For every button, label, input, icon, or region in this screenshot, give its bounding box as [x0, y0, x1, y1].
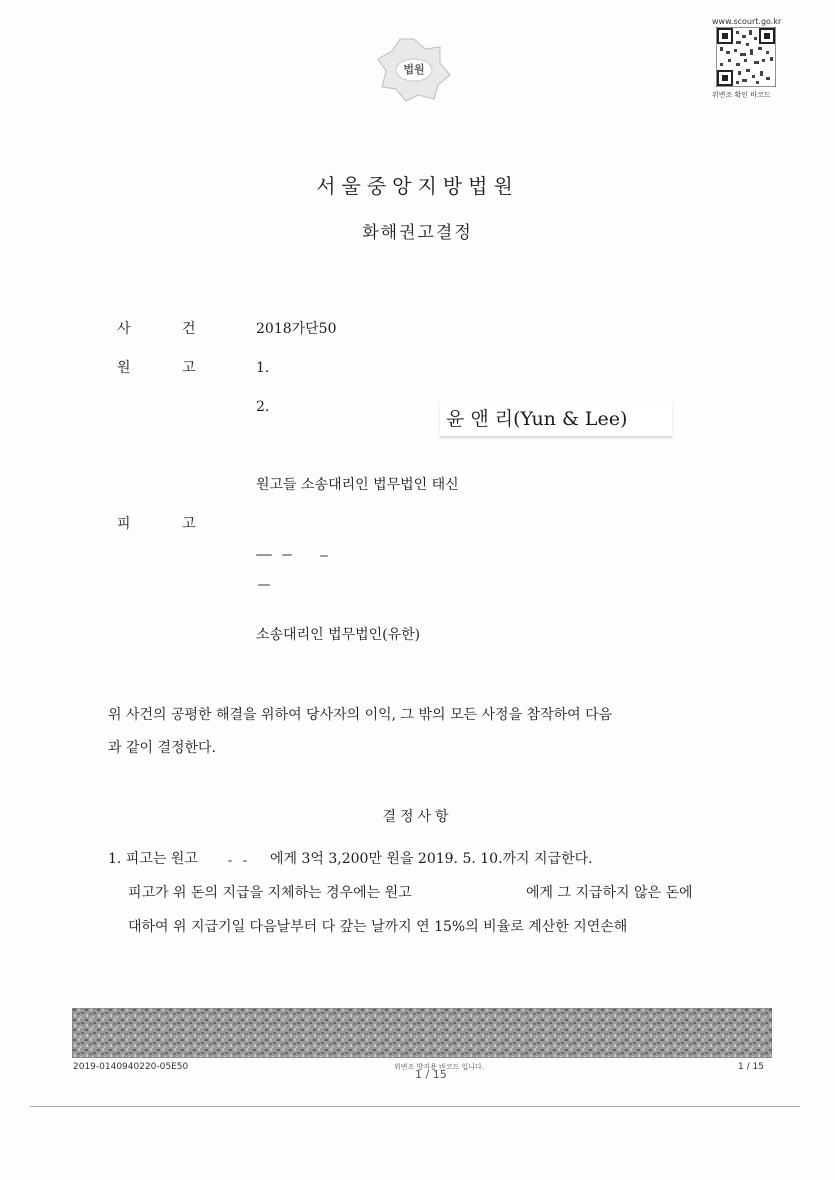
decision-line-2a: 피고가 위 돈의 지급을 지체하는 경우에는 원고: [128, 885, 412, 901]
case-number: 2018가단50: [256, 321, 337, 337]
intro-line-2: 과 같이 결정한다.: [108, 740, 217, 756]
bottom-rule: [30, 1106, 800, 1107]
plaintiff-item-1: 1.: [256, 360, 270, 376]
redaction-mark: [243, 860, 247, 862]
court-name: 서울중앙지방법원: [316, 174, 519, 198]
decision-line-1a: 1. 피고는 원고: [108, 851, 198, 867]
redaction-mark: [320, 555, 328, 557]
redaction-mark: [258, 584, 270, 586]
section-title: 결정사항: [382, 809, 453, 825]
page-number-center: 1 / 15: [415, 1068, 447, 1081]
defendant-counsel: 소송대리인 법무법인(유한): [256, 627, 421, 643]
law-firm-label: 윤 앤 리(Yun & Lee): [440, 401, 672, 437]
intro-line-1: 위 사건의 공평한 해결을 위하여 당사자의 이익, 그 밖의 모든 사정을 참작하여 다음: [108, 707, 613, 723]
case-label-2: 건: [182, 321, 196, 337]
qr-caption: 위변조 확인 바코드: [712, 91, 771, 99]
case-label-1: 사: [117, 321, 131, 337]
defendant-label-1: 피: [117, 516, 131, 532]
decision-line-3: 대하여 위 지급기일 다음날부터 다 갚는 날까지 연 15%의 비율로 계산한 지연손해: [128, 919, 628, 935]
redaction-mark: [256, 554, 272, 556]
redaction-mark: [228, 860, 232, 862]
anti-forgery-barcode: [72, 1008, 772, 1058]
plaintiff-label-2: 고: [182, 360, 196, 376]
document-title: 화해권고결정: [362, 223, 473, 243]
document-code: 2019-0140940220-05E50: [73, 1062, 189, 1072]
plaintiff-item-2: 2.: [256, 399, 270, 415]
page-number: 1 / 15: [738, 1062, 764, 1072]
court-seal-icon: [376, 37, 452, 103]
defendant-label-2: 고: [182, 516, 196, 532]
plaintiff-label-1: 원: [117, 360, 131, 376]
qr-url: www.scourt.go.kr: [712, 17, 782, 26]
decision-line-1b: 에게 3억 3,200만 원을 2019. 5. 10.까지 지급한다.: [270, 851, 593, 867]
decision-line-2b: 에게 그 지급하지 않은 돈에: [526, 885, 693, 901]
plaintiff-counsel: 원고들 소송대리인 법무법인 태신: [256, 477, 459, 493]
qr-code-icon: [716, 27, 776, 87]
seal-text: 법원: [403, 63, 425, 76]
redaction-mark: [282, 554, 292, 556]
barcode-note: 위변조 방지용 바코드 입니다.: [394, 1063, 485, 1071]
